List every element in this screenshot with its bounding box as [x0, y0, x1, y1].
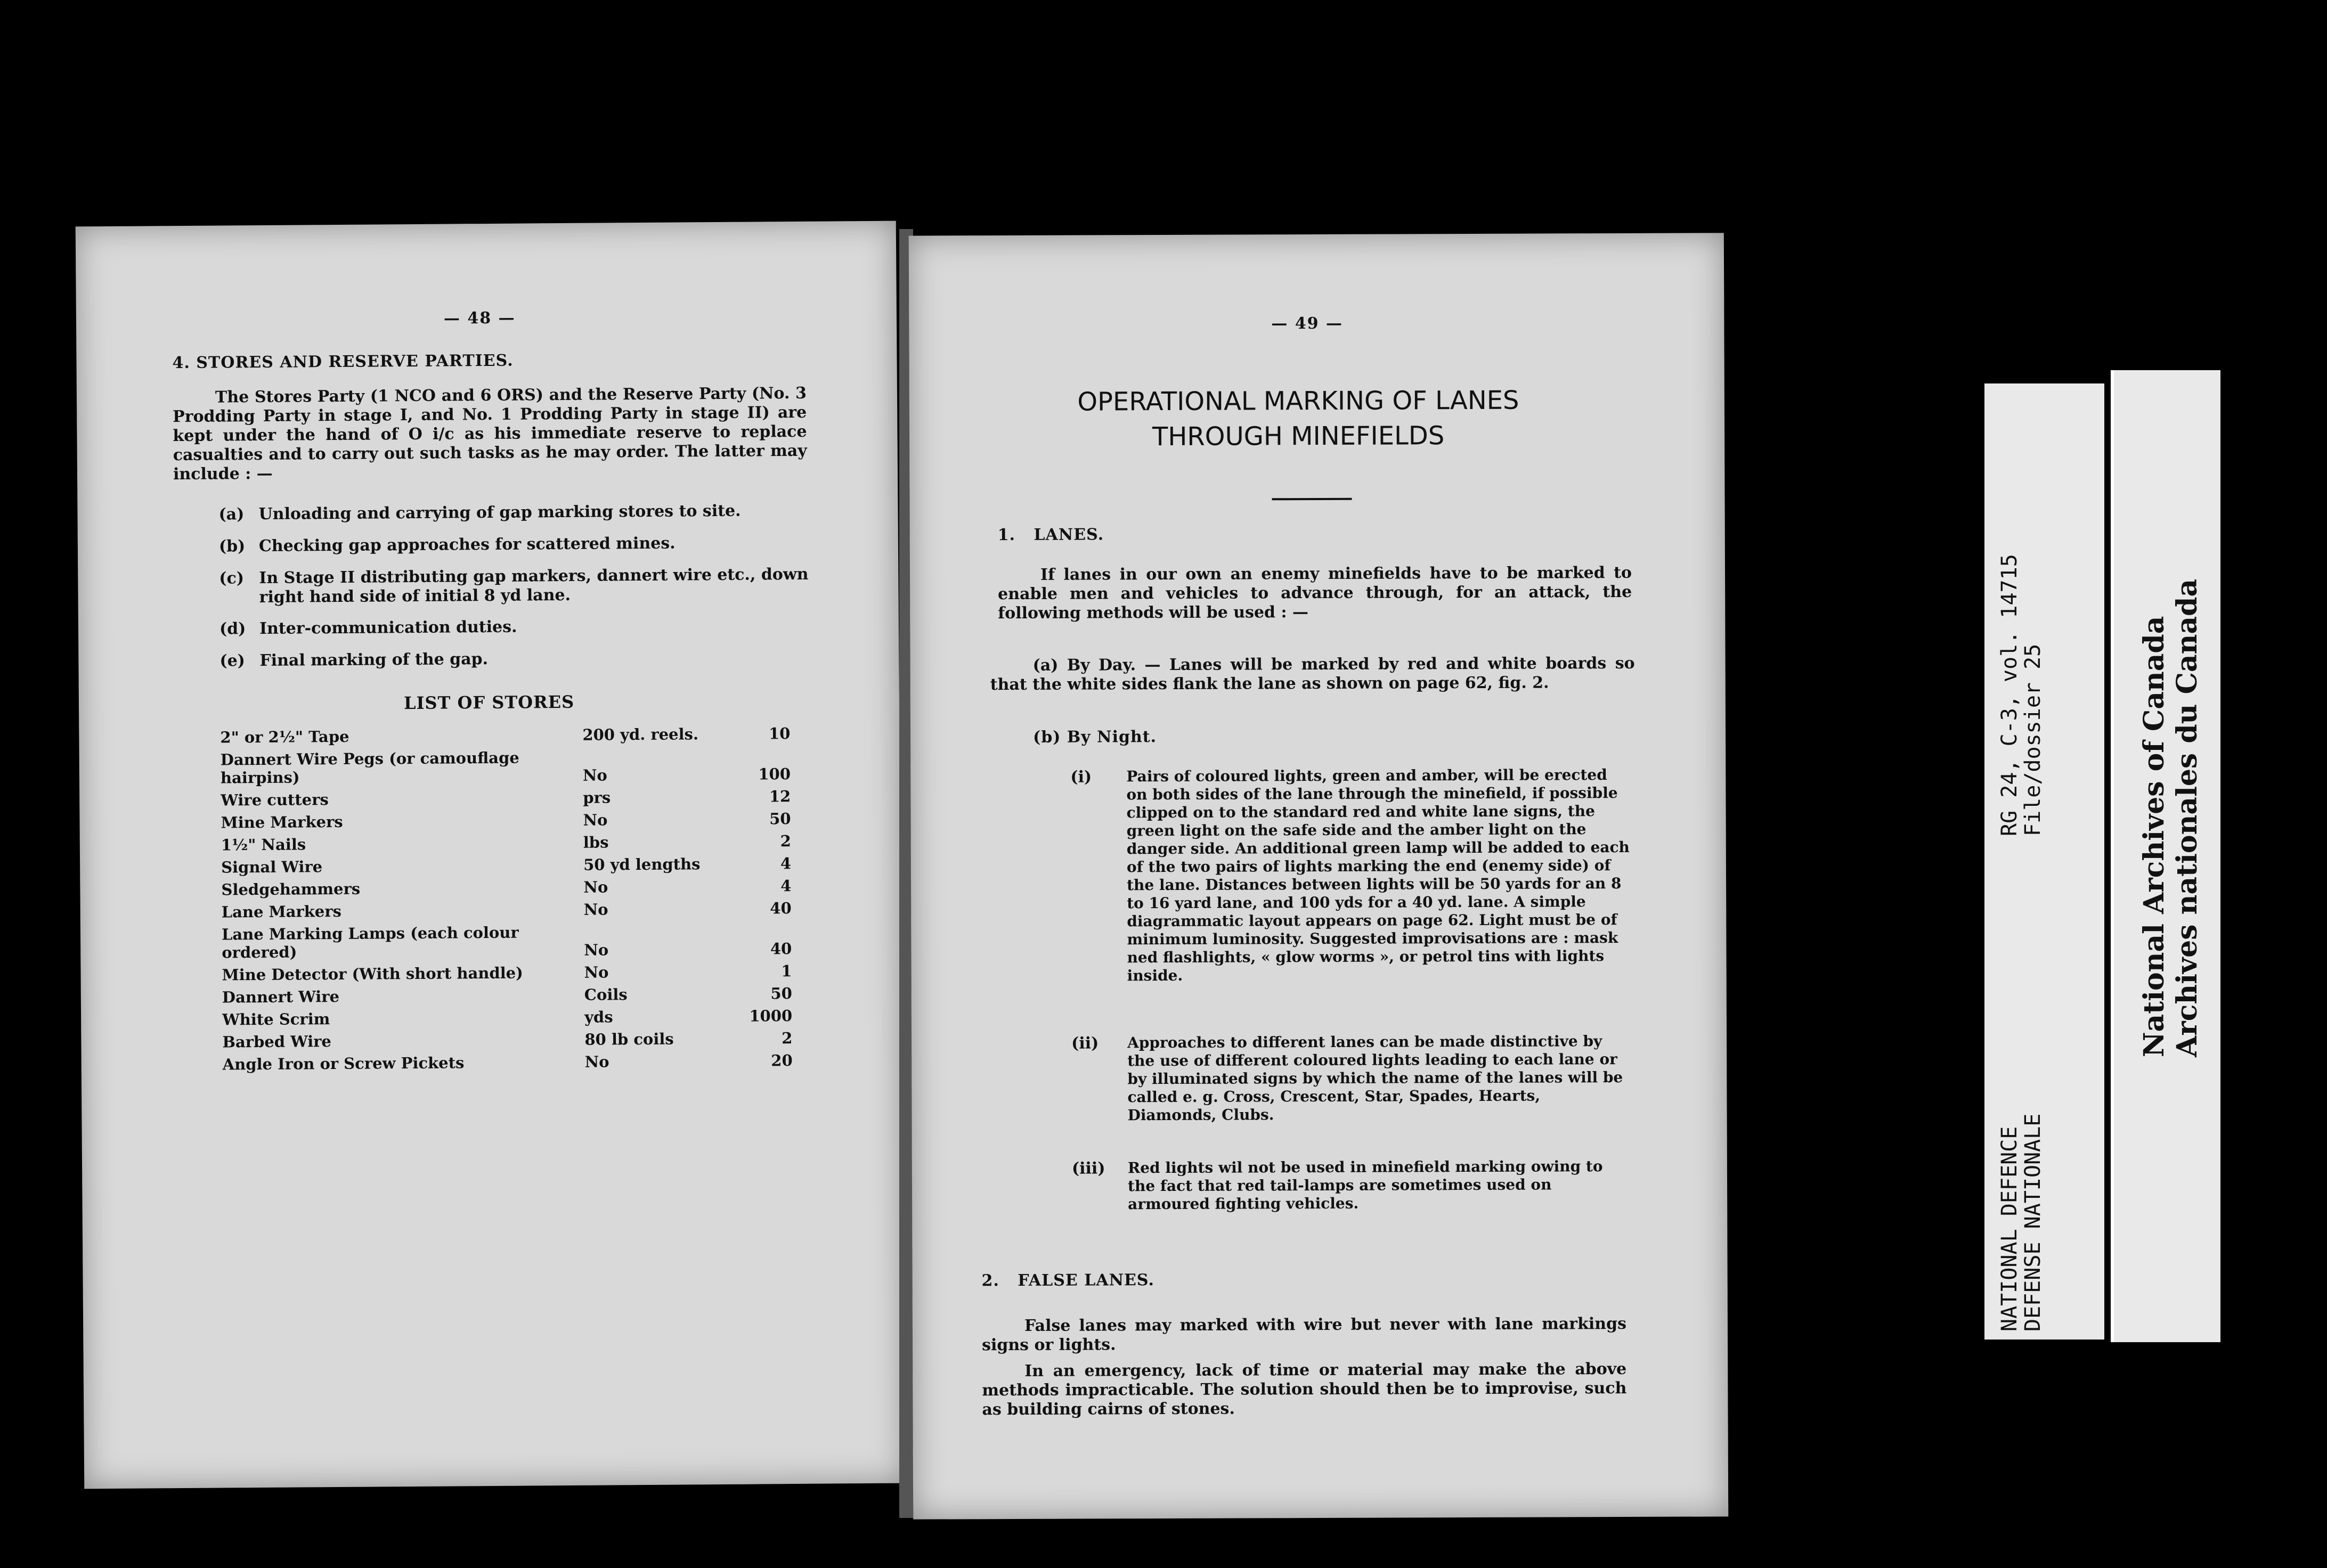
store-unit: No — [583, 900, 608, 919]
task-label: (c) — [219, 569, 245, 588]
task-text: Unloading and carrying of gap marking stores to site. — [258, 501, 741, 524]
store-item: Lane Marking Lamps (each colour ordered) — [221, 923, 519, 962]
section-title: LANES. — [1034, 525, 1104, 544]
store-item: White Scrim — [222, 1010, 330, 1029]
store-item: Wire cutters — [221, 790, 329, 810]
section-1-heading — [998, 525, 1104, 544]
stores-row — [221, 830, 791, 856]
store-quantity: 50 — [770, 984, 792, 1003]
store-item: 2" or 2½" Tape — [220, 727, 349, 747]
by-night-label: (b) By Night. — [1033, 728, 1157, 747]
task-item — [219, 616, 811, 639]
page-title — [1043, 382, 1554, 454]
store-item: Signal Wire — [221, 858, 323, 877]
stores-row — [222, 1027, 792, 1053]
task-item — [219, 565, 810, 608]
store-quantity: 1000 — [749, 1007, 793, 1025]
task-text: Checking gap approaches for scattered mines. — [258, 534, 676, 556]
page-number: — 49 — — [1271, 314, 1344, 333]
night-method-label: (i) — [1070, 767, 1092, 787]
left-page — [76, 221, 905, 1489]
stores-title: LIST OF STORES — [403, 691, 575, 714]
store-item: Dannert Wire — [222, 987, 340, 1007]
section-number: 2. — [981, 1271, 1000, 1291]
title-line-2: THROUGH MINEFIELDS — [1152, 421, 1445, 452]
section-number: 1. — [997, 525, 1016, 545]
task-label: (d) — [219, 619, 246, 639]
store-unit: 200 yd. reels. — [582, 725, 699, 744]
stores-row — [220, 722, 790, 748]
section-heading: 4. STORES AND RESERVE PARTIES. — [172, 351, 514, 373]
store-unit: lbs — [583, 833, 609, 852]
department-line-1: NATIONAL DEFENCE — [1997, 1126, 2022, 1332]
store-quantity: 12 — [769, 787, 791, 806]
false-lanes-paragraph-2: In an emergency, lack of time or material may make the above methods impracticable. The solution should then be to improvise, such as building cairns of stones. — [982, 1359, 1627, 1419]
task-item — [219, 533, 810, 557]
stores-row — [223, 1049, 793, 1075]
section-2-heading — [982, 1271, 1154, 1290]
store-quantity: 40 — [770, 899, 792, 918]
store-unit: No — [583, 811, 608, 829]
store-item: 1½" Nails — [221, 835, 306, 854]
store-unit: No — [584, 963, 609, 982]
store-item: Mine Markers — [221, 812, 343, 832]
archives-name-card — [2111, 370, 2220, 1342]
reference-line-1: RG 24, C-3, vol. 14715 — [1997, 554, 2022, 836]
by-day-text: Lanes will be marked by red and white boards so that the white sides flank the lane as shown on page 62, fig. 2. — [990, 654, 1635, 695]
store-quantity: 1 — [781, 962, 792, 981]
night-method-item — [1072, 1157, 1631, 1214]
store-unit: No — [584, 1052, 609, 1071]
store-item: Sledgehammers — [221, 879, 361, 899]
stores-row — [222, 897, 792, 923]
department-line-2: DEFENSE NATIONALE — [2021, 1113, 2045, 1332]
store-quantity: 10 — [768, 724, 791, 743]
store-quantity: 2 — [780, 832, 791, 851]
store-unit: prs — [583, 788, 611, 807]
store-unit: Coils — [584, 985, 628, 1004]
store-unit: No — [583, 878, 608, 896]
store-quantity: 4 — [780, 854, 792, 873]
by-day-label: (a) By Day. — — [1032, 656, 1161, 675]
by-day-paragraph — [990, 654, 1635, 695]
task-label: (a) — [218, 505, 245, 524]
stores-row — [222, 982, 792, 1008]
task-label: (e) — [219, 651, 246, 671]
archives-line-2: Archives nationales du Canada — [2171, 578, 2203, 1057]
task-text: Inter-communication duties. — [259, 617, 517, 639]
archives-line-1: National Archives of Canada — [2138, 616, 2170, 1057]
stores-row — [222, 1005, 792, 1031]
section-title: FALSE LANES. — [1018, 1271, 1154, 1290]
store-unit: 80 lb coils — [584, 1030, 674, 1049]
store-item: Mine Detector (With short handle) — [222, 963, 523, 984]
right-page — [909, 233, 1728, 1519]
store-item: Angle Iron or Screw Pickets — [222, 1054, 465, 1074]
stores-row — [221, 875, 791, 901]
night-method-item — [1071, 1032, 1631, 1125]
stores-table — [220, 722, 793, 1075]
store-quantity: 20 — [771, 1051, 793, 1070]
page-number: — 48 — — [443, 308, 516, 328]
task-text: In Stage II distributing gap markers, dannert wire etc., down right hand side of initial 8 yd lane. — [259, 565, 809, 607]
archive-reference-card — [1984, 383, 2104, 1340]
store-unit: yds — [584, 1008, 613, 1026]
stores-row — [221, 745, 791, 789]
stores-row — [221, 807, 791, 834]
task-item — [219, 648, 811, 671]
lanes-intro: If lanes in our own an enemy minefields have to be marked to enable men and vehicles to advance through, for an attack, the following methods will be used : — — [998, 563, 1632, 623]
stores-row — [221, 852, 791, 878]
reference-line-2: File/dossier 25 — [2021, 643, 2045, 836]
store-quantity: 4 — [780, 877, 792, 895]
title-rule — [1272, 498, 1352, 501]
store-quantity: 2 — [782, 1029, 793, 1048]
task-label: (b) — [218, 537, 246, 556]
night-method-text: Approaches to different lanes can be made distinctive by the use of different coloured lights leading to each lane or by illuminated signs by which the name of the lanes will be called e. g. Cross, Crescent, Star, Spades, Hearts, Diamonds, Clubs. — [1127, 1032, 1623, 1124]
night-method-label: (ii) — [1071, 1034, 1099, 1053]
intro-paragraph: The Stores Party (1 NCO and 6 ORS) and the Reserve Party (No. 3 Prodding Party in stage I, and No. 1 Prodding Party in stage II) are kept under the hand of O i/c as his immediate reserve to replace casualties and to carry out such tasks as he may order. The latter may include : — — [173, 383, 807, 484]
stores-row — [222, 960, 792, 986]
night-method-item — [1070, 766, 1630, 985]
store-unit: No — [584, 941, 609, 959]
task-item — [218, 501, 810, 525]
archives-name — [2138, 579, 2204, 1057]
store-item: Barbed Wire — [222, 1032, 332, 1051]
store-quantity: 40 — [770, 940, 792, 958]
night-method-label: (iii) — [1071, 1159, 1105, 1178]
title-line-1: OPERATIONAL MARKING OF LANES — [1077, 385, 1519, 417]
store-unit: 50 yd lengths — [583, 855, 701, 874]
store-item: Lane Markers — [221, 902, 341, 921]
store-quantity: 100 — [758, 765, 791, 783]
task-text: Final marking of the gap. — [259, 650, 489, 671]
stores-row — [222, 919, 792, 963]
false-lanes-paragraph-1: False lanes may marked with wire but never with lane markings signs or lights. — [982, 1314, 1626, 1355]
night-method-text: Pairs of coloured lights, green and amber, will be erected on both sides of the lane through the minefield, if possible clipped on to the standard red and white lane signs, the green light on the safe side and the amber light on the danger side. An additional green lamp will be added to each of the two pairs of lights marking the end (enemy side) of the lane. Distances between lights will be 50 yards for an 8 to 16 yard lane, and 100 yds for a 40 yd. lane. A simple diagrammatic layout appears on page 62. Light must be of minimum luminosity. Suggested improvisations are : mask ned flashlights, « glow worms », or petrol tins with lights inside. — [1126, 766, 1630, 985]
store-item: Dannert Wire Pegs (or camouflage hairpins) — [220, 748, 519, 787]
stores-row — [221, 785, 791, 811]
department-text — [1998, 1114, 2045, 1332]
reference-text — [1998, 554, 2045, 836]
store-unit: No — [582, 766, 607, 785]
night-method-text: Red lights wil not be used in minefield marking owing to the fact that red tail-lamps are sometimes used on armoured fighting vehicles. — [1127, 1157, 1603, 1213]
store-quantity: 50 — [769, 810, 791, 828]
